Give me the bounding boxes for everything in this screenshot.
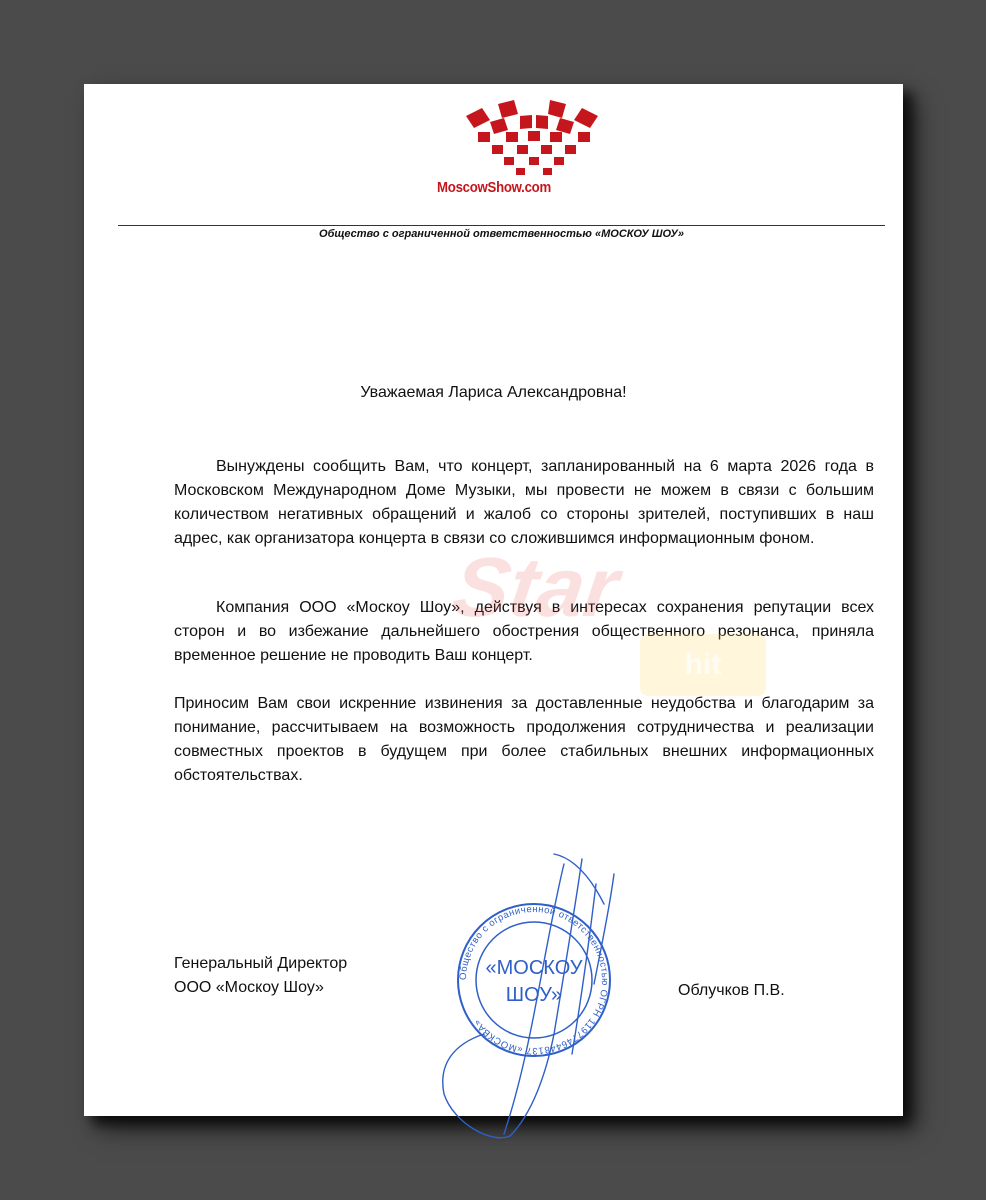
signer-position-company: ООО «Москоу Шоу» [174, 979, 324, 996]
greeting: Уважаемая Лариса Александровна! [360, 384, 627, 401]
signer-name: Облучков П.В. [678, 982, 785, 999]
letterhead-divider [118, 225, 885, 226]
paragraph-1: Вынуждены сообщить Вам, что концерт, запланированный на 6 марта 2026 года в Московском Международном Доме Музыки, мы провести не можем в связи с большим количеством негативных обращений и жалоб со стороны зрителей, поступивших в наш адрес, как организатора концерта в связи со сложившимся информационным фоном. [174, 458, 874, 547]
stamp-center-line-1: «МОСКОУ [485, 957, 583, 979]
company-stamp-and-signature-icon [414, 844, 654, 1144]
signer-position [174, 952, 347, 1000]
signer-position-title: Генеральный Директор [174, 955, 348, 972]
paragraph-3: Приносим Вам свои искренние извинения за доставленные неудобства и благодарим за понимание, рассчитываем на возможность продолжения сотрудничества и реализации совместных проектов в будущем при более стабильных внешних информационных обстоятельствах. [174, 695, 874, 784]
logo-wordmark: MoscowShow.com [437, 179, 551, 196]
stamp-ring-text: Общество с ограниченной ответственностью ОГРН 1197746448137 «МОСКВА» [457, 903, 611, 1057]
stamp-center-line-2: ШОУ» [505, 984, 563, 1006]
starhit-watermark-badge: hit [640, 634, 766, 696]
paragraph-2: Компания ООО «Москоу Шоу», действуя в интересах сохранения репутации всех сторон и во избежание дальнейшего обострения общественного резонанса, приняла временное решение не проводить Ваш концерт. [174, 599, 874, 664]
company-legal-name: Общество с ограниченной ответственностью «МОСКОУ ШОУ» [319, 228, 684, 240]
starhit-watermark: Star [447, 540, 625, 634]
letter-page [84, 84, 903, 1116]
